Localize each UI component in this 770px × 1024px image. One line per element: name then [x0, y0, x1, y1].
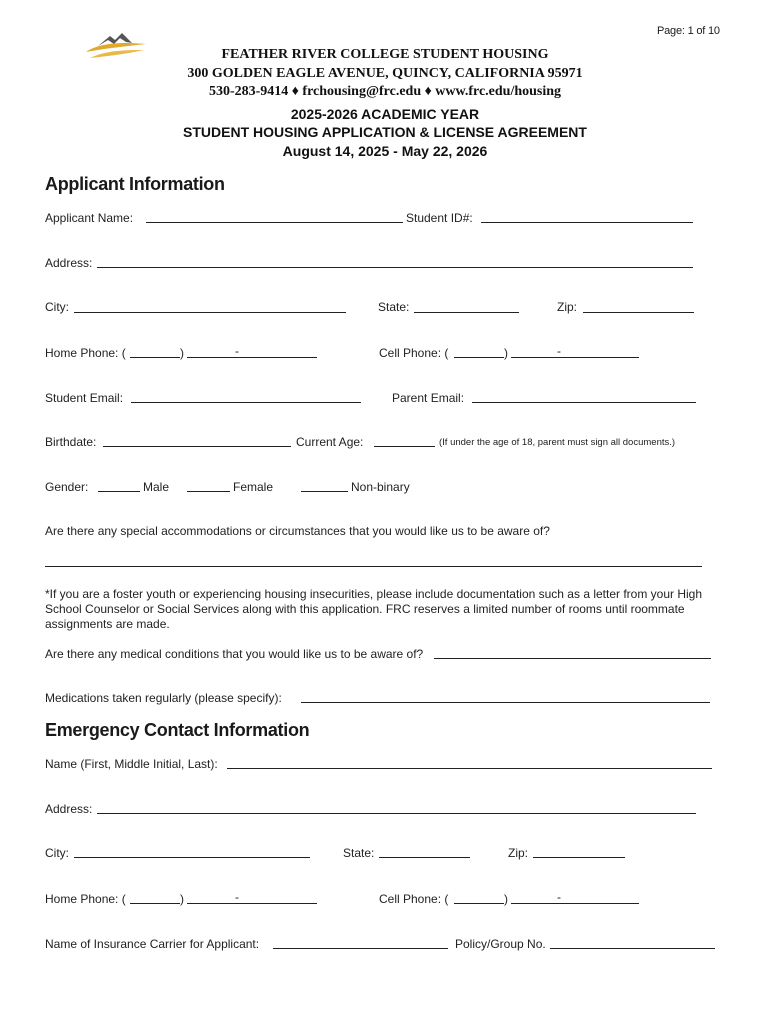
- home-phone-dash: -: [235, 344, 239, 358]
- gender-female-label: Female: [233, 480, 274, 494]
- applicant-section-title: Applicant Information: [45, 174, 225, 194]
- college-name: FEATHER RIVER COLLEGE STUDENT HOUSING: [221, 47, 549, 62]
- gender-female-field[interactable]: [187, 491, 230, 492]
- emergency-city-field[interactable]: [74, 857, 310, 858]
- cell-phone-paren: ): [504, 346, 508, 360]
- address-field[interactable]: [97, 267, 693, 268]
- college-address: 300 GOLDEN EAGLE AVENUE, QUINCY, CALIFORNIA 95971: [187, 66, 583, 81]
- insurance-carrier-label: Name of Insurance Carrier for Applicant:: [45, 937, 260, 951]
- cell-phone-dash: -: [557, 344, 561, 358]
- city-label: City:: [45, 300, 69, 314]
- emergency-state-label: State:: [343, 846, 375, 860]
- page-number: Page: 1 of 10: [657, 25, 720, 37]
- gender-male-label: Male: [143, 480, 170, 494]
- policy-number-field[interactable]: [550, 948, 715, 949]
- birthdate-label: Birthdate:: [45, 435, 97, 449]
- parent-email-label: Parent Email:: [392, 391, 465, 405]
- home-phone-paren: ): [180, 346, 184, 360]
- emergency-cell-phone-area-field[interactable]: [454, 903, 504, 904]
- home-phone-area-field[interactable]: [130, 357, 180, 358]
- college-contact: 530-283-9414 ♦ frchousing@frc.edu ♦ www.frc.edu/housing: [208, 84, 562, 99]
- student-id-field[interactable]: [481, 222, 693, 223]
- birthdate-field[interactable]: [103, 446, 291, 447]
- gender-nonbinary-field[interactable]: [301, 491, 348, 492]
- home-phone-label: Home Phone: (: [45, 346, 126, 360]
- medical-question: Are there any medical conditions that you would like us to be aware of?: [45, 647, 424, 661]
- student-id-label: Student ID#:: [406, 211, 473, 225]
- zip-label: Zip:: [557, 300, 578, 314]
- address-label: Address:: [45, 256, 93, 270]
- foster-youth-note: *If you are a foster youth or experiencing housing insecurities, please include documentation such as a letter from your High School Counselor or Social Services along with this application. FRC reserves a limited number of rooms until roommate assignments are made.: [45, 587, 703, 631]
- emergency-cell-phone-paren: ): [504, 892, 508, 906]
- gender-nonbinary-label: Non-binary: [351, 480, 410, 494]
- cell-phone-label: Cell Phone: (: [379, 346, 449, 360]
- emergency-city-label: City:: [45, 846, 69, 860]
- state-label: State:: [378, 300, 410, 314]
- emergency-address-field[interactable]: [97, 813, 696, 814]
- emergency-zip-label: Zip:: [508, 846, 529, 860]
- emergency-cell-phone-label: Cell Phone: (: [379, 892, 449, 906]
- age-note: (If under the age of 18, parent must sign all documents.): [439, 437, 676, 448]
- accommodations-field[interactable]: [45, 566, 702, 567]
- emergency-name-field[interactable]: [227, 768, 712, 769]
- emergency-home-phone-area-field[interactable]: [130, 903, 180, 904]
- student-email-label: Student Email:: [45, 391, 124, 405]
- academic-year: 2025-2026 ACADEMIC YEAR: [290, 106, 480, 122]
- emergency-cell-phone-number-field[interactable]: [511, 903, 639, 904]
- cell-phone-number-field[interactable]: [511, 357, 639, 358]
- emergency-zip-field[interactable]: [533, 857, 625, 858]
- emergency-home-phone-paren: ): [180, 892, 184, 906]
- gender-label: Gender:: [45, 480, 89, 494]
- emergency-home-phone-number-field[interactable]: [187, 903, 317, 904]
- date-range: August 14, 2025 - May 22, 2026: [282, 143, 488, 159]
- emergency-home-phone-dash: -: [235, 890, 239, 904]
- state-field[interactable]: [414, 312, 519, 313]
- home-phone-number-field[interactable]: [187, 357, 317, 358]
- current-age-label: Current Age:: [296, 435, 364, 449]
- medications-label: Medications taken regularly (please specify):: [45, 691, 282, 705]
- current-age-field[interactable]: [374, 446, 435, 447]
- emergency-section-title: Emergency Contact Information: [45, 720, 310, 740]
- city-field[interactable]: [74, 312, 346, 313]
- zip-field[interactable]: [583, 312, 694, 313]
- emergency-state-field[interactable]: [379, 857, 470, 858]
- emergency-cell-phone-dash: -: [557, 890, 561, 904]
- parent-email-field[interactable]: [472, 402, 696, 403]
- emergency-name-label: Name (First, Middle Initial, Last):: [45, 757, 218, 771]
- medications-field[interactable]: [301, 702, 710, 703]
- gender-male-field[interactable]: [98, 491, 140, 492]
- emergency-home-phone-label: Home Phone: (: [45, 892, 126, 906]
- cell-phone-area-field[interactable]: [454, 357, 504, 358]
- student-email-field[interactable]: [131, 402, 361, 403]
- insurance-carrier-field[interactable]: [273, 948, 448, 949]
- medical-field[interactable]: [434, 658, 711, 659]
- emergency-address-label: Address:: [45, 802, 93, 816]
- applicant-name-field[interactable]: [146, 222, 403, 223]
- applicant-name-label: Applicant Name:: [45, 211, 134, 225]
- accommodations-question: Are there any special accommodations or circumstances that you would like us to be aware of?: [45, 524, 550, 538]
- form-title: STUDENT HOUSING APPLICATION & LICENSE AGREEMENT: [183, 124, 587, 140]
- policy-number-label: Policy/Group No.: [455, 937, 546, 951]
